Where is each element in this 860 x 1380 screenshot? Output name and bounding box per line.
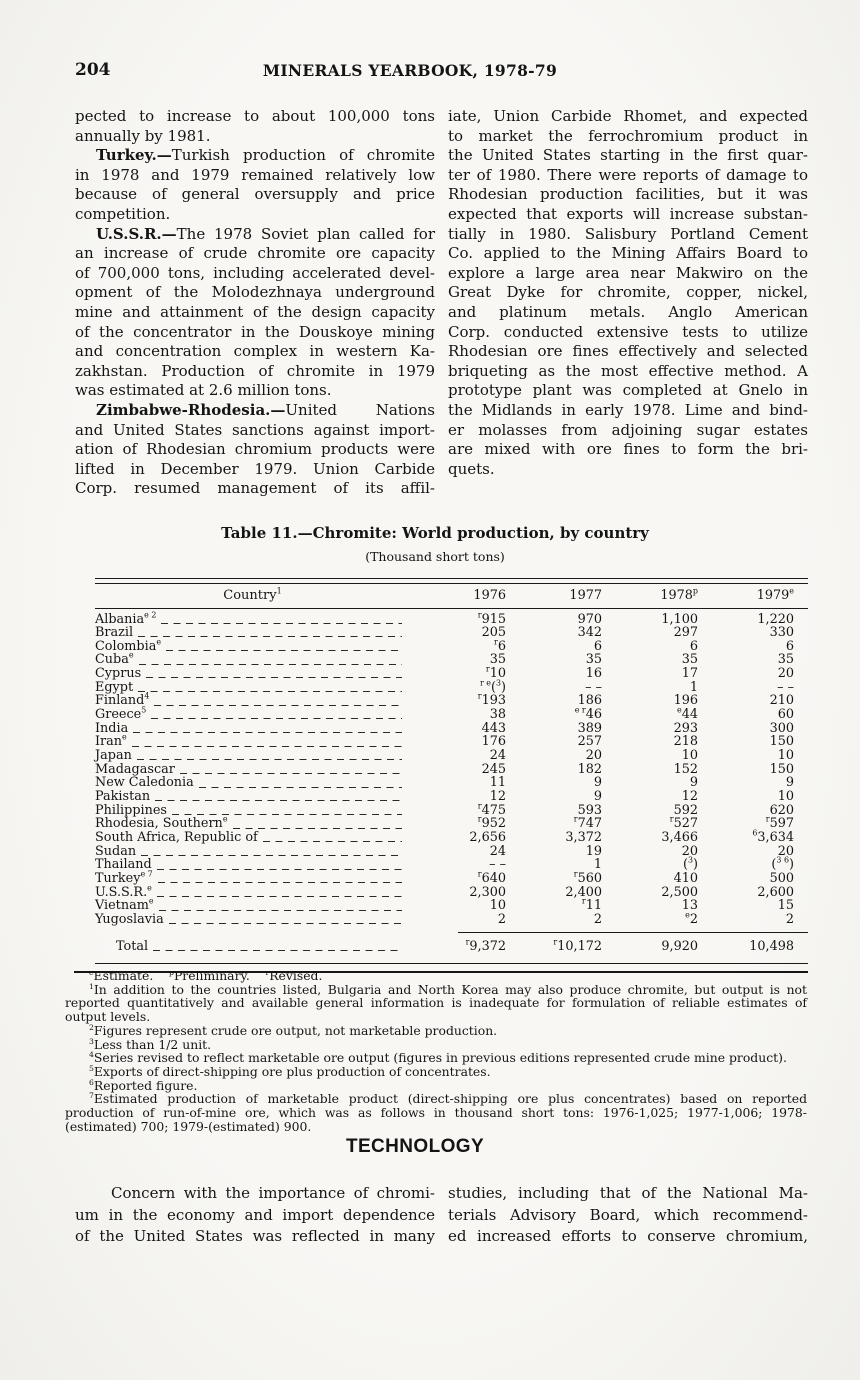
country-label: Madagascar [95,761,175,777]
text-line: Turkey.—Turkish production of chromite [96,146,435,165]
dash-leader [154,696,402,706]
value-cell: 1,220 [757,611,794,627]
table-row [95,637,794,654]
value-cell: 152 [673,761,698,777]
value-cell: 297 [673,625,698,641]
table-row [95,817,794,831]
text-line: Rhodesian ore fines effectively and selected [448,342,808,361]
text-line: because of general oversupply and price [75,185,435,204]
col-header-1979: 1979e [756,586,794,603]
dash-leader [141,846,402,856]
value-cell: $^6$3,634 [752,828,794,845]
value-cell: 10 [777,789,794,805]
dash-leader [157,887,402,897]
table-row [95,858,794,872]
table-total-row [95,933,808,956]
value-cell: 257 [577,734,602,750]
value-cell: 38 [489,707,506,723]
text-line: expected that exports will increase substan- [448,204,808,223]
footnote: $^7$Estimated production of marketable product (direct-shipping ore plus concentrates) based on reported production of run-of-mine ore, which was as follows in thousand short tons: 1976-1,025; 1977-1,006; 1978-(estimated) 700; 1979-(estimated) 900. [65,1091,807,1134]
value-cell: 6 [785,638,794,654]
dash-leader [157,860,402,870]
country-label: U.S.S.R.$^e$ [95,883,152,900]
article-column-right [448,107,808,499]
table-row [95,705,794,723]
value-cell: 1 [689,679,698,695]
text-line: U.S.S.R.—The 1978 Soviet plan called for [96,224,435,243]
value-cell: ($^3$) [682,856,698,873]
value-cell: 20 [777,666,794,682]
table-row [95,883,794,900]
text-line: iate, Union Carbide Rhomet, and expected [448,107,808,125]
value-cell: 2 [497,911,506,927]
dash-leader [146,669,402,679]
technology-heading: TECHNOLOGY [345,1136,485,1157]
country-label: Vietnam$^e$ [95,897,154,914]
text-line: Co. applied to the Mining Affairs Board to [448,244,808,263]
value-cell: $^r$952 [477,815,506,832]
value-cell: – – [585,679,602,695]
text-line: pected to increase to about 100,000 tons [75,107,435,125]
country-label: Pakistan [95,789,151,805]
dash-leader [138,628,402,638]
text-line: mine and attainment of the design capacity [75,302,435,321]
text-line: er molasses from adjoining sugar estates [448,420,808,439]
value-cell: – – [777,679,794,695]
value-cell: 2 [593,911,602,927]
table-row [95,828,794,845]
text-line: are mixed with ore fines to form the bri- [448,440,808,459]
dash-leader [166,641,402,651]
value-cell: 9 [593,789,602,805]
paragraph [75,225,435,401]
country-label: South Africa, Republic of [95,830,258,845]
value-cell: 592 [673,802,698,818]
country-label: Turkey$^{e 7}$ [95,869,153,886]
footnote: $^2$Figures represent crude ore output, not marketable production. [89,1022,498,1038]
dash-leader [199,778,402,788]
dash-leader [233,819,402,829]
text-line: competition. [75,204,171,223]
text-line: and United States sanctions against import- [75,420,435,439]
value-cell: 20 [777,843,794,859]
dash-leader [172,805,402,815]
dash-leader [158,874,402,884]
value-cell: 20 [585,748,602,764]
table-bottom-rule [95,963,808,964]
text-line: Corp. conducted extensive tests to utilize [448,322,808,341]
article-column-left [75,107,435,499]
value-cell: 35 [489,652,506,668]
col-header-country: Country$^1$ [223,586,282,603]
value-cell: 210 [769,693,794,709]
value-cell: 150 [769,734,794,750]
country-label: Sudan [95,843,137,859]
table-row [95,664,794,682]
country-label: Finland$^4$ [95,692,150,709]
text-line: and concentration complex in western Ka- [75,342,435,361]
value-cell: 24 [489,843,506,859]
country-label: Thailand [95,857,152,873]
value-cell: 20 [681,843,698,859]
value-cell: 35 [777,652,794,668]
value-cell: 13 [681,898,698,914]
table-row [95,626,794,640]
table-row [95,790,794,804]
text-line: explore a large area near Makwiro on the [448,263,808,282]
value-cell: $^r$747 [573,815,602,832]
text-line: zakhstan. Production of chromite in 1979 [75,361,435,380]
value-cell: $^e$2 [685,910,698,927]
value-cell: 245 [481,761,506,777]
text-line: quets. [448,459,495,478]
table-title: Table 11.—Chromite: World production, by country [221,524,649,542]
value-cell: ($^{3 6}$) [771,856,794,873]
footnote: $^5$Exports of direct-shipping ore plus production of concentrates. [89,1063,491,1079]
value-cell: 3,466 [661,830,698,845]
value-cell: 17 [681,666,698,682]
text-line: the United States starting in the first quar- [448,146,808,165]
dash-leader [132,737,402,747]
table-row [95,910,794,927]
table-row [95,678,794,695]
dash-leader [139,655,402,665]
country-label: Yugoslavia [95,911,164,927]
table-row [95,735,794,749]
dash-leader [180,764,402,774]
text-line: prototype plant was completed at Gnelo in [448,381,808,400]
text-line: studies, including that of the National Ma- [448,1184,808,1202]
value-cell: – – [489,857,506,873]
total-1978: 9,920 [661,938,698,954]
value-cell: 9 [593,775,602,791]
article-columns [75,107,808,499]
value-cell: 410 [673,870,698,886]
value-cell: 2,400 [565,884,602,900]
value-cell: 10 [777,748,794,764]
value-cell: $^r$560 [573,869,602,886]
paragraph [75,107,435,146]
table-row [95,763,794,777]
country-label: Cyprus [95,666,142,682]
text-line: briqueting as the most effective method. A [448,361,808,380]
value-cell: $^r$915 [477,610,506,627]
value-cell: 9 [689,775,698,791]
footnote: $^1$In addition to the countries listed, Bulgaria and North Korea may also produce chromite, but output is not reported quantitatively and available general information is inadequate for formulation of reliable estimates of output levels. [65,981,807,1025]
value-cell: 2 [785,911,794,927]
country-label: Iran$^e$ [95,733,127,750]
country-label: Egypt [95,679,134,695]
text-line: of the concentrator in the Douskoye mining [75,322,435,341]
country-label: New Caledonia [95,775,194,791]
table-row [95,749,794,763]
text-line: Rhodesian production facilities, but it was [448,185,808,204]
table-row [95,653,794,667]
value-cell: 11 [489,775,506,791]
value-cell: 12 [489,789,506,805]
dash-leader [151,710,402,720]
value-cell: 342 [577,625,602,641]
dash-leader [155,792,402,802]
value-cell: $^r$193 [477,692,506,709]
value-cell: 12 [681,789,698,805]
text-line: and platinum metals. Anglo American [448,302,808,321]
value-cell: 9 [785,775,794,791]
value-cell: 10 [681,748,698,764]
text-line: um in the economy and import dependence [75,1205,435,1224]
value-cell: 2,656 [469,830,506,845]
table-row [95,869,794,886]
dash-leader [133,723,402,733]
paragraph [448,1183,808,1248]
value-cell: 60 [777,707,794,723]
value-cell: 176 [481,734,506,750]
value-cell: 196 [673,693,698,709]
page-number: 204 [75,60,111,80]
country-label: Japan [95,748,132,764]
value-cell: 186 [577,693,602,709]
dash-leader [138,682,402,692]
value-cell: 1 [593,857,602,873]
value-cell: 2,500 [661,884,698,900]
value-cell: 35 [681,652,698,668]
col-header-1978: 1978$^p$ [660,586,698,603]
text-line: annually by 1981. [75,126,211,145]
dash-leader [169,915,402,925]
value-cell: 182 [577,761,602,777]
text-line: an increase of crude chromite ore capacity [75,244,435,263]
value-cell: 218 [673,734,698,750]
table-header-row [95,584,808,608]
text-line: Great Dyke for chromite, copper, nickel, [448,283,808,302]
text-line: tially in 1980. Salisbury Portland Cement [448,224,808,243]
table-body [95,609,808,927]
text-line: opment of the Molodezhnaya underground [75,283,435,302]
value-cell: 293 [673,720,698,736]
value-cell: 24 [489,748,506,764]
value-cell: 19 [585,843,602,859]
value-cell: 15 [777,898,794,914]
country-label: Albania$^{e 2}$ [95,610,157,627]
text-line: terials Advisory Board, which recommend- [448,1205,808,1224]
value-cell: 330 [769,625,794,641]
footnote: $^6$Reported figure. [89,1077,198,1093]
dash-leader [153,942,402,952]
running-head [75,60,805,84]
text-line: lifted in December 1979. Union Carbide [75,459,435,478]
text-line: ed increased efforts to conserve chromium, [448,1227,808,1246]
footnote: $^4$Series revised to reflect marketable ore output (figures in previous editions represented crude mine product). [89,1050,787,1066]
value-cell: $^{r e}$($^3$) [479,678,506,695]
country-label: India [95,720,129,736]
footnote-legend: $^e$Estimate. $^p$Preliminary. $^r$Revised. [89,967,323,983]
dash-leader [137,751,402,761]
value-cell: $^r$597 [765,815,794,832]
value-cell: 35 [585,652,602,668]
value-cell: 3,372 [565,830,602,845]
value-cell: 620 [769,802,794,818]
value-cell: 2,600 [757,884,794,900]
footnote-list [65,983,807,1134]
technology-column-right [448,1183,808,1248]
value-cell: 6 [689,638,698,654]
value-cell: 389 [577,720,602,736]
text-line: of the United States was reflected in many [75,1227,435,1246]
dash-leader [161,614,402,624]
value-cell: $^r$10 [485,664,506,682]
table-row [95,610,794,627]
text-line: in 1978 and 1979 remained relatively low [75,165,435,184]
col-header-1977: 1977 [569,587,602,603]
country-label: Brazil [95,625,134,641]
value-cell: 300 [769,720,794,736]
value-cell: 2,300 [469,884,506,900]
text-line: Concern with the importance of chromi- [111,1184,435,1202]
page-header-title: MINERALS YEARBOOK, 1978-79 [262,61,558,80]
value-cell: 970 [577,611,602,627]
value-cell: $^{e r}$46 [574,705,602,723]
text-line: was estimated at 2.6 million tons. [75,381,332,400]
table-footnotes [65,969,807,1133]
value-cell: $^r$527 [669,815,698,832]
text-line: Corp. resumed management of its affil- [75,479,435,498]
paragraph [75,1183,435,1248]
dash-leader [263,833,402,843]
value-cell: $^e$44 [677,705,698,723]
table [95,578,808,964]
value-cell: 500 [769,870,794,886]
value-cell: 10 [489,898,506,914]
value-cell: 205 [481,625,506,641]
text-line: ation of Rhodesian chromium products were [75,440,435,459]
dash-leader [159,901,402,911]
country-label: Philippines [95,802,167,818]
text-line: of 700,000 tons, including accelerated devel- [75,263,435,282]
country-label: Rhodesia, Southern$^e$ [95,815,228,832]
value-cell: $^r$6 [494,637,506,654]
total-1977: $^r$10,172 [553,937,602,954]
paragraph [75,401,435,499]
col-header-1976: 1976 [473,587,506,603]
value-cell: 1,100 [661,611,698,627]
technology-column-left [75,1183,435,1248]
table-section [62,524,808,973]
value-cell: 6 [593,638,602,654]
table-subtitle: (Thousand short tons) [365,549,505,564]
text-line: the Midlands in early 1978. Lime and bind- [448,400,808,419]
value-cell: 593 [577,802,602,818]
country-label: Greece$^5$ [95,705,147,723]
value-cell: $^r$475 [477,801,506,818]
total-1976: $^r$9,372 [465,937,506,954]
technology-columns [75,1183,808,1248]
text-line: Zimbabwe-Rhodesia.—United Nations [96,400,435,419]
value-cell: $^r$640 [477,869,506,886]
total-1979: 10,498 [749,938,794,954]
paragraph [75,146,435,224]
footnote: $^3$Less than 1/2 unit. [89,1036,212,1052]
table-row [95,776,794,790]
value-cell: $^r$11 [581,897,602,914]
value-cell: 150 [769,761,794,777]
paragraph [448,107,808,479]
value-cell: 443 [481,720,506,736]
country-label: Colombia$^e$ [95,637,162,654]
text-line: ter of 1980. There were reports of damage to [448,165,808,184]
text-line: to market the ferrochromium product in [448,126,808,145]
total-label: Total [116,938,149,954]
value-cell: 16 [585,666,602,682]
country-label: Cuba$^e$ [95,651,134,668]
table-row [95,722,794,736]
